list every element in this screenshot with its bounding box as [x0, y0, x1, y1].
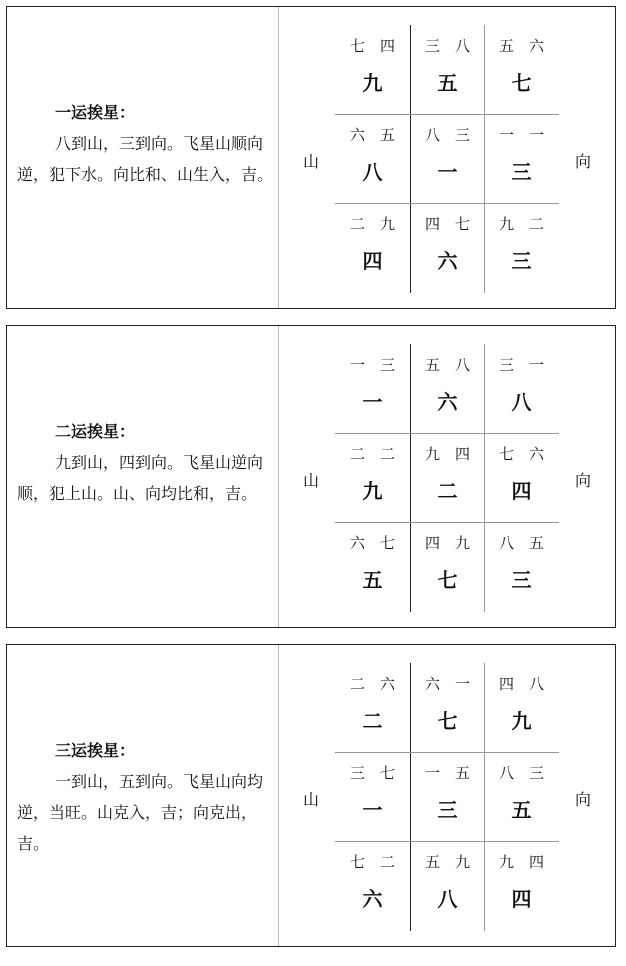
period-star: 一 [437, 160, 458, 184]
panel-title: 三运挨星： [55, 741, 136, 760]
panel-title: 二运挨星： [55, 422, 136, 441]
grid-cell [335, 752, 410, 841]
period-star: 一 [362, 798, 383, 822]
grid-cell [484, 114, 559, 203]
period-star: 一 [362, 390, 383, 414]
description-block [17, 735, 275, 859]
mountain-facing-stars: 八 五 [498, 534, 544, 552]
period-star: 八 [511, 390, 532, 414]
panel-description: 一到山，五到向。飞星山向均逆，当旺。山克入，吉；向克出，吉。 [17, 772, 264, 853]
grid-cell [335, 25, 410, 114]
mountain-facing-stars: 二 九 [349, 215, 395, 233]
mountain-facing-stars: 一 三 [349, 356, 395, 374]
grid-cell [335, 114, 410, 203]
grid-cell [335, 433, 410, 522]
mountain-facing-stars: 五 九 [424, 853, 470, 871]
period-star: 四 [511, 479, 532, 503]
mountain-facing-stars: 九 四 [498, 853, 544, 871]
grid-cell [335, 841, 410, 930]
period-star: 七 [437, 568, 458, 592]
grid-cell [484, 752, 559, 841]
description-block [17, 97, 275, 190]
grid-cell [484, 841, 559, 930]
mountain-facing-stars: 四 七 [424, 215, 470, 233]
grid-cell [410, 663, 485, 752]
mountain-facing-stars: 二 六 [349, 675, 395, 693]
flying-star-grid [335, 663, 559, 931]
mountain-facing-stars: 九 二 [498, 215, 544, 233]
mountain-facing-stars: 七 二 [349, 853, 395, 871]
mountain-facing-stars: 五 八 [424, 356, 470, 374]
facing-label: 向 [575, 790, 592, 809]
flying-star-grid [335, 344, 559, 612]
description-block [17, 416, 275, 509]
grid-cell [484, 522, 559, 611]
mountain-facing-stars: 八 三 [424, 126, 470, 144]
grid-cell [410, 203, 485, 292]
period-star: 九 [362, 479, 383, 503]
column-divider [278, 326, 279, 627]
grid-cell [484, 663, 559, 752]
period-star: 二 [437, 479, 458, 503]
grid-cell [410, 752, 485, 841]
period-star: 六 [362, 887, 383, 911]
period-star: 九 [511, 709, 532, 733]
period-star: 六 [437, 249, 458, 273]
grid-cell [335, 522, 410, 611]
grid-cell [410, 522, 485, 611]
column-divider [278, 7, 279, 308]
mountain-facing-stars: 四 八 [498, 675, 544, 693]
chart-panel-3 [6, 644, 616, 947]
mountain-facing-stars: 一 一 [498, 126, 544, 144]
panel-description: 九到山，四到向。飞星山逆向顺，犯上山。山、向均比和，吉。 [17, 453, 264, 503]
period-star: 五 [437, 71, 458, 95]
grid-cell [484, 433, 559, 522]
grid-cell [410, 433, 485, 522]
grid-cell [335, 344, 410, 433]
mountain-facing-stars: 二 二 [349, 445, 395, 463]
grid-cell [484, 25, 559, 114]
grid-cell [335, 663, 410, 752]
period-star: 五 [511, 798, 532, 822]
grid-cell [484, 203, 559, 292]
facing-label: 向 [575, 471, 592, 490]
mountain-facing-stars: 六 一 [424, 675, 470, 693]
period-star: 三 [511, 568, 532, 592]
period-star: 三 [511, 249, 532, 273]
grid-cell [410, 841, 485, 930]
mountain-facing-stars: 七 六 [498, 445, 544, 463]
period-star: 九 [362, 71, 383, 95]
chart-panel-1 [6, 6, 616, 309]
period-star: 七 [437, 709, 458, 733]
mountain-label: 山 [303, 790, 320, 809]
period-star: 八 [437, 887, 458, 911]
mountain-facing-stars: 四 九 [424, 534, 470, 552]
mountain-facing-stars: 五 六 [498, 37, 544, 55]
period-star: 三 [511, 160, 532, 184]
mountain-label: 山 [303, 152, 320, 171]
grid-cell [410, 344, 485, 433]
mountain-facing-stars: 三 一 [498, 356, 544, 374]
mountain-facing-stars: 三 七 [349, 764, 395, 782]
period-star: 三 [437, 798, 458, 822]
panel-title: 一运挨星： [55, 103, 136, 122]
period-star: 六 [437, 390, 458, 414]
flying-star-grid [335, 25, 559, 293]
mountain-label: 山 [303, 471, 320, 490]
period-star: 八 [362, 160, 383, 184]
column-divider [278, 645, 279, 946]
panel-description: 八到山，三到向。飞星山顺向逆，犯下水。向比和、山生入，吉。 [17, 134, 274, 184]
mountain-facing-stars: 九 四 [424, 445, 470, 463]
mountain-facing-stars: 七 四 [349, 37, 395, 55]
grid-cell [484, 344, 559, 433]
mountain-facing-stars: 一 五 [424, 764, 470, 782]
facing-label: 向 [575, 152, 592, 171]
mountain-facing-stars: 六 五 [349, 126, 395, 144]
period-star: 四 [362, 249, 383, 273]
grid-cell [410, 25, 485, 114]
chart-panel-2 [6, 325, 616, 628]
mountain-facing-stars: 三 八 [424, 37, 470, 55]
grid-cell [410, 114, 485, 203]
grid-cell [335, 203, 410, 292]
period-star: 四 [511, 887, 532, 911]
mountain-facing-stars: 八 三 [498, 764, 544, 782]
period-star: 七 [511, 71, 532, 95]
period-star: 二 [362, 709, 383, 733]
period-star: 五 [362, 568, 383, 592]
mountain-facing-stars: 六 七 [349, 534, 395, 552]
